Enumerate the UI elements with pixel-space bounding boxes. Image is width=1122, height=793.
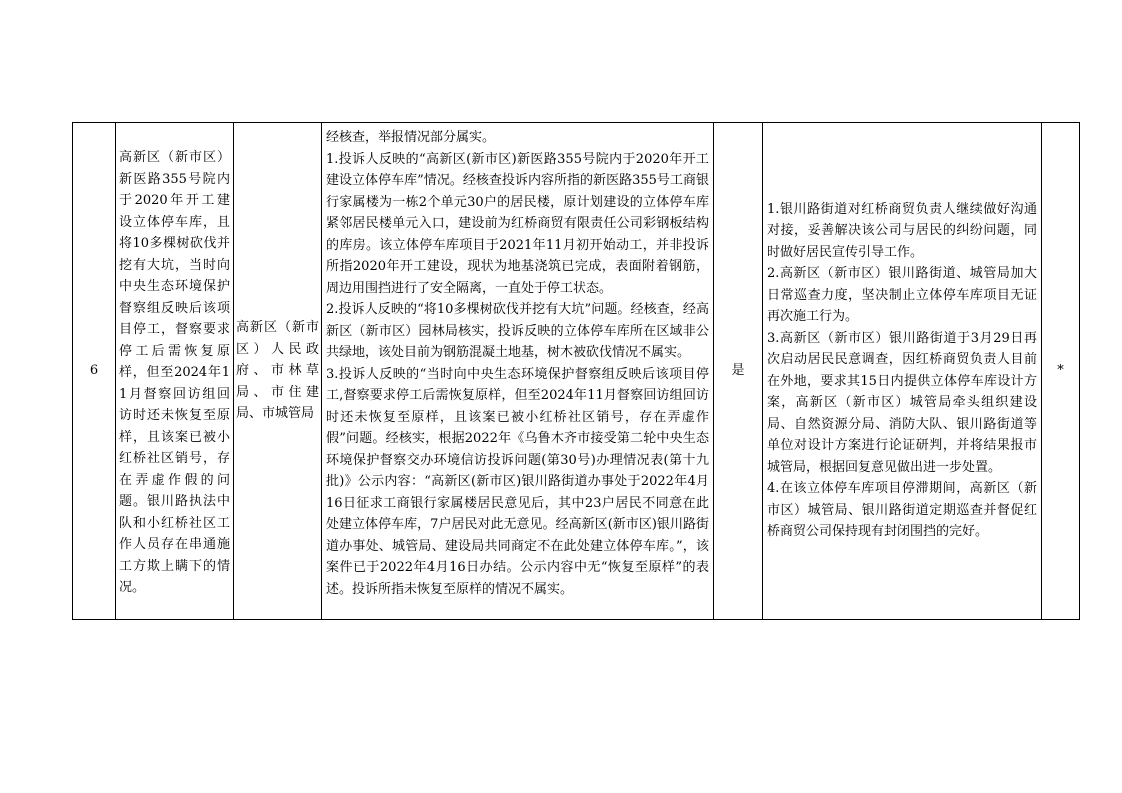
rectification-paragraph: 4.在该立体停车库项目停滞期间，高新区（新市区）城管局、银川路街道定期巡查并督促红桥商贸公司保持现有封闭围挡的完好。 (767, 481, 1037, 540)
rectification-paragraph: 2.高新区（新市区）银川路街道、城管局加大日常巡查力度，坚决制止立体停车库项目无证再次施工行为。 (767, 266, 1037, 325)
verification-paragraph: 3.投诉人反映的“当时向中央生态环境保护督察组反映后该项目停工,督察要求停工后需恢复原样，但至2024年11月督察回访组回访时还未恢复至原样，且该案已被小红桥社区销号，存在弄虚作假”问题。经核实，根据2022年《乌鲁木齐市接受第二轮中央生态环境保护督察交办环境信访投诉问题(第30号)办理情况表(第十九批)》公示内容：“高新区(新市区)银川路街道办事处于2022年4月16日征求工商银行家属楼居民意见后，其中23户居民不同意在此处建立体停车库，7户居民对此无意见。经高新区(新市区)银川路街道办事处、城管局、建设局共同商定不在此处建立体停车库。”，该案件已于2022年4月16日办结。公示内容中无“恢复至原样”的表述。投诉所指未恢复至原样的情况不属实。 (326, 366, 709, 597)
rectification-cell (763, 123, 1042, 620)
rectification-paragraph: 1.银川路街道对红桥商贸负责人继续做好沟通对接，妥善解决该公司与居民的纠纷问题，同时做好居民宣传引导工作。 (767, 201, 1037, 260)
resolved-flag: 是 (714, 123, 763, 620)
rectification-paragraph: 3.高新区（新市区）银川路街道于3月29日再次启动居民民意调查，因红桥商贸负责人目前在外地，要求其15日内提供立体停车库设计方案，高新区（新市区）城管局牵头组织建设局、自然资源分局、消防大队、银川路街道等单位对设计方案进行论证研判，并将结果报市城管局，根据回复意见做出进一步处置。 (767, 330, 1037, 475)
table-row (73, 123, 1080, 620)
verification-paragraph: 1.投诉人反映的“高新区(新市区)新医路355号院内于2020年开工建设立体停车库”情况。经核查投诉内容所指的新医路355号工商银行家属楼为一栋2个单元30户的居民楼，原计划建设的立体停车库紧邻居民楼单元入口，建设前为红桥商贸有限责任公司彩钢板结构的库房。该立体停车库项目于2021年11月初开始动工，并非投诉所指2020年开工建设，现状为地基浇筑已完成，表面附着钢筋，周边用围挡进行了安全隔离，一直处于停工状态。 (326, 151, 709, 296)
row-number: 6 (73, 123, 116, 620)
issue-description: 高新区（新市区）新医路355号院内于2020年开工建设立体停车库，且将10多棵树砍伐并挖有大坑，当时向中央生态环境保护督察组反映后该项目停工，督察要求停工后需恢复原样，但至2024年11月督察回访组回访时还未恢复至原样，且该案已被小红桥社区销号，存在弄虚作假的问题。银川路执法中队和小红桥社区工作人员存在串通施工方欺上瞒下的情况。 (119, 150, 230, 595)
responsible-units-cell (234, 123, 322, 620)
verification-paragraph: 2.投诉人反映的“将10多棵树砍伐并挖有大坑”问题。经核查，经高新区（新市区）园林局核实，投诉反映的立体停车库所在区域非公共绿地，该处目前为钢筋混凝土地基，树木被砍伐情况不属实。 (326, 302, 709, 360)
issue-description-cell (116, 123, 234, 620)
responsible-units: 高新区（新市区）人民政府、市林草局、市住建局、市城管局 (236, 320, 319, 421)
verification-cell (322, 123, 714, 620)
note-mark: * (1042, 123, 1080, 620)
verification-paragraph: 经核查，举报情况部分属实。 (326, 130, 496, 145)
complaint-table (72, 122, 1080, 620)
